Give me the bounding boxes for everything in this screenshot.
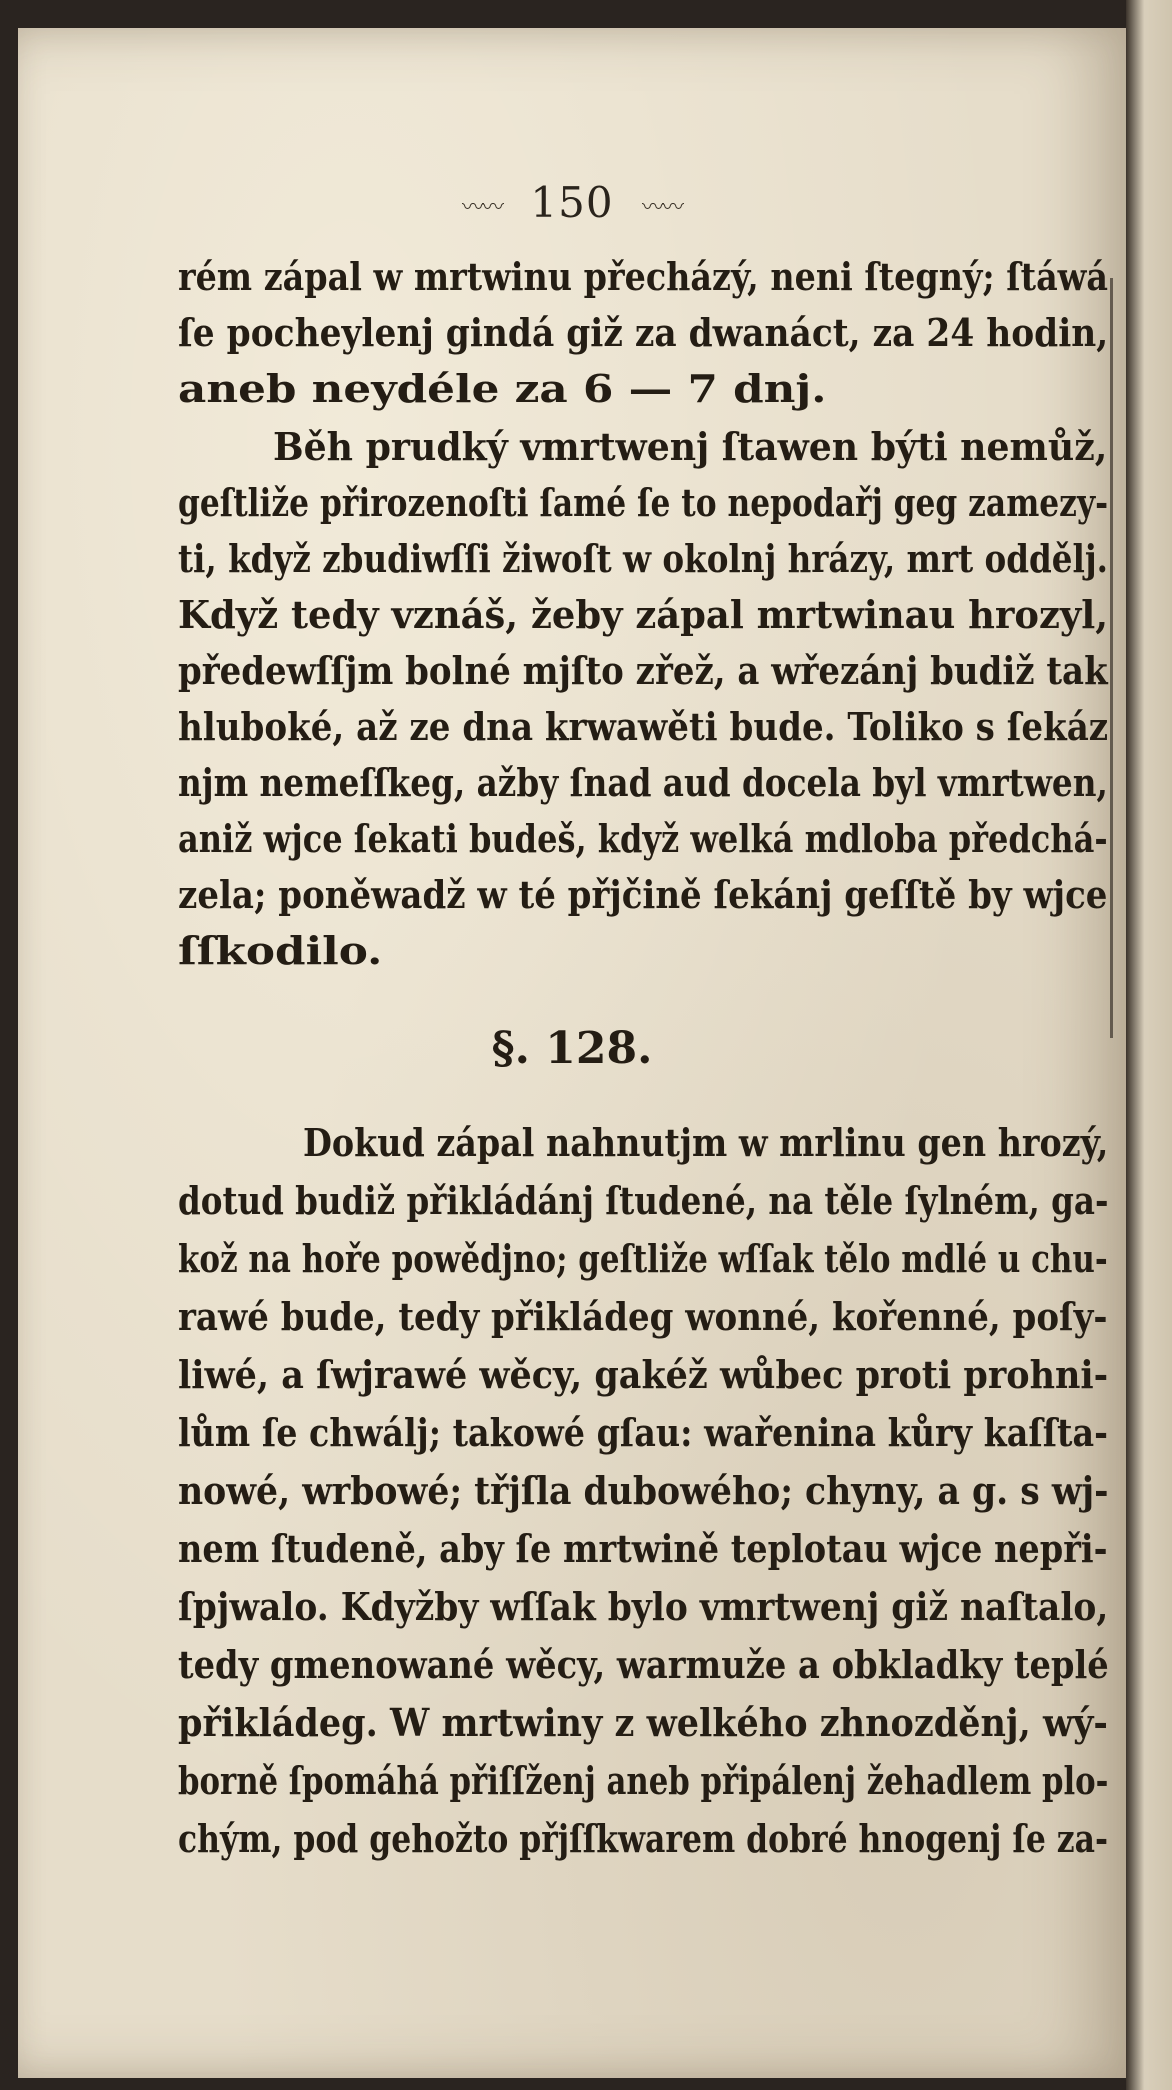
text-line: ſe pocheylenj gindá giž za dwanáct, za 24 hodin, xyxy=(178,310,1109,355)
page-number: 150 xyxy=(530,178,614,227)
text-line: rawé bude, tedy přikládeg wonné, kořenné, poſy- xyxy=(178,1294,1108,1339)
text-line: aneb neydéle za 6 — 7 dnj. xyxy=(178,366,827,411)
page-edge-rule xyxy=(1110,278,1113,1038)
text-line: lům ſe chwálj; takowé gſau: wařenina kůry kaſſta- xyxy=(178,1410,1108,1455)
text-line: Běh prudký vmrtwenj ſtawen býti nemůž, xyxy=(273,424,1108,469)
text-line: nem ſtudeně, aby ſe mrtwině teplotau wjce nepři- xyxy=(178,1526,1108,1571)
adjacent-page-edge xyxy=(1126,0,1172,2090)
page-header xyxy=(18,178,1126,227)
text-line: dotud budiž přikládánj ſtudené, na těle ſylném, ga- xyxy=(178,1178,1109,1223)
text-line: liwé, a ſwjrawé wěcy, gakéž wůbec proti prohni- xyxy=(178,1352,1109,1397)
text-line: Dokud zápal nahnutjm w mrlinu gen hrozý, xyxy=(303,1120,1109,1165)
header-ornament-right: 〰〰 xyxy=(641,195,682,221)
text-line: aniž wjce ſekati budeš, když welká mdloba předchá- xyxy=(178,816,1108,861)
text-line: předewſſjm bolné mjſto zřež, a wřezánj budiž tak xyxy=(178,648,1108,693)
text-line: ſpjwalo. Kdyžby wſſak bylo vmrtwenj giž naſtalo, xyxy=(178,1584,1109,1629)
header-ornament-left: 〰〰 xyxy=(462,195,503,221)
text-line: chým, pod gehožto přjſſkwarem dobré hnogenj ſe za- xyxy=(178,1816,1109,1861)
text-line: ti, když zbudiwſſi žiwoſt w okolnj hrázy, mrt oddělj. xyxy=(178,536,1108,581)
text-line: ſſkodilo. xyxy=(178,928,383,973)
text-line: zela; poněwadž w té přjčině ſekánj geſſtě by wjce xyxy=(178,872,1108,917)
text-line: přikládeg. W mrtwiny z welkého zhnozděnj, wý- xyxy=(178,1700,1108,1745)
text-line: nowé, wrbowé; třjſla dubowého; chyny, a g. s wj- xyxy=(178,1468,1109,1513)
text-line: hluboké, až ze dna krwawěti bude. Toliko s ſekáz xyxy=(178,704,1109,749)
text-line: geſtliže přirozenoſti ſamé ſe to nepodařj geg zamezy- xyxy=(178,480,1109,525)
text-line: rém zápal w mrtwinu přecházý, neni ſtegný; ſtáwá xyxy=(178,254,1109,299)
text-line: borně ſpomáhá přiſſženj aneb připálenj žehadlem plo- xyxy=(178,1758,1109,1803)
book-page xyxy=(18,28,1126,2078)
text-line: tedy gmenowané wěcy, warmuže a obkladky teplé xyxy=(178,1642,1109,1687)
text-line: njm nemeſſkeg, ažby ſnad aud docela byl vmrtwen, xyxy=(178,760,1108,805)
text-line: kož na hoře powědjno; geſtliže wſſak tělo mdlé u chu- xyxy=(178,1236,1108,1281)
section-heading: §. 128. xyxy=(491,1023,653,1074)
text-line: Když tedy vznáš, žeby zápal mrtwinau hrozyl, xyxy=(178,592,1109,637)
